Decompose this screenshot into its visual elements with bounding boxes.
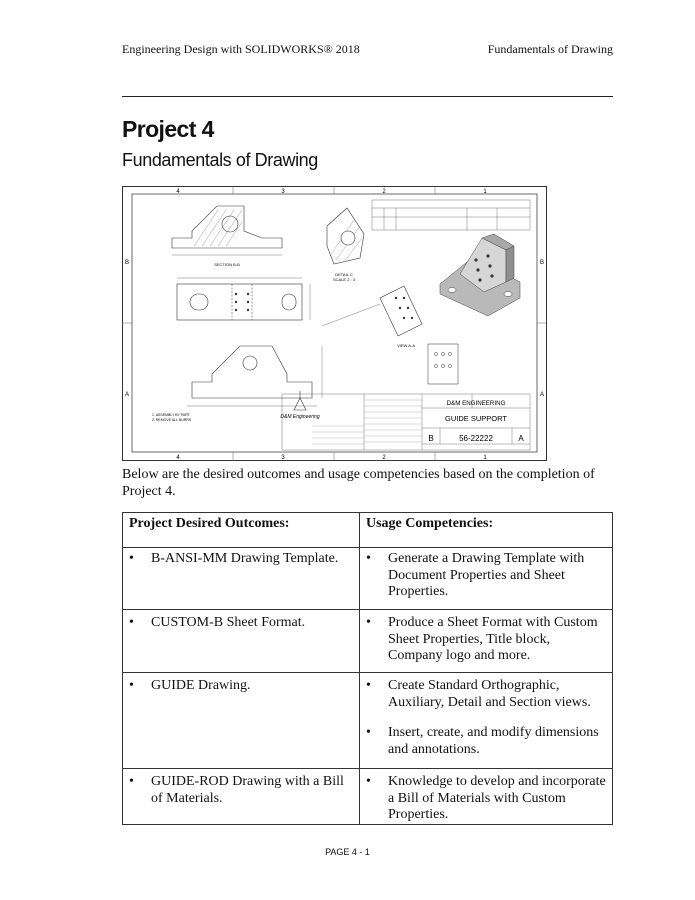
competency-item: • Produce a Sheet Format with Custom Sheet Properties, Title block, Company logo and more. — [360, 615, 612, 665]
outcome-item: • GUIDE Drawing. — [123, 678, 359, 695]
zone-col-label: 3 — [281, 455, 285, 461]
header-chapter-title: Fundamentals of Drawing — [487, 42, 613, 56]
competency-item: • Generate a Drawing Template with Document Properties and Sheet Properties. — [360, 551, 612, 601]
title-block-dwg-no: 56-22222 — [459, 434, 493, 443]
title-block-drawing-title: GUIDE SUPPORT — [445, 414, 507, 423]
zone-row-label: B — [540, 260, 545, 266]
zone-col-label: 1 — [483, 189, 487, 195]
table-row — [123, 610, 613, 673]
detail-view-label: DETAIL C — [335, 272, 353, 277]
zone-col-label: 2 — [382, 189, 386, 195]
competency-text: Insert, create, and modify dimensions and annotations. — [388, 725, 599, 757]
drawing-sheet-figure — [122, 186, 547, 461]
outcome-text: CUSTOM-B Sheet Format. — [151, 615, 306, 630]
table-row — [123, 548, 613, 610]
section-view-label: SECTION B-B — [214, 262, 240, 267]
competencies-table — [122, 512, 613, 825]
competency-text: Knowledge to develop and incorporate a Bill of Materials with Custom Properties. — [388, 774, 606, 822]
table-header-row — [123, 513, 613, 548]
competency-text: Produce a Sheet Format with Custom Sheet Properties, Title block, Company logo and more. — [388, 615, 598, 663]
zone-row-label: B — [125, 260, 130, 266]
competency-text: Create Standard Orthographic, Auxiliary, Detail and Section views. — [388, 678, 591, 710]
competency-item: • Insert, create, and modify dimensions and annotations. — [360, 725, 612, 758]
zone-col-label: 2 — [382, 455, 386, 461]
outcome-item: • B-ANSI-MM Drawing Template. — [123, 551, 359, 568]
zone-col-label: 4 — [176, 455, 180, 461]
zone-col-label: 1 — [483, 455, 487, 461]
table-row — [123, 673, 613, 769]
auxiliary-view-label: VIEW A-A — [397, 343, 415, 348]
header-book-title: Engineering Design with SOLIDWORKS® 2018 — [122, 42, 360, 56]
column-header-competencies: Usage Competencies: — [360, 513, 613, 548]
outcome-text: GUIDE-ROD Drawing with a Bill of Materials. — [151, 774, 344, 806]
page-subtitle: Fundamentals of Drawing — [122, 150, 318, 170]
competency-item: • Create Standard Orthographic, Auxiliary, Detail and Section views. — [360, 678, 612, 711]
drawing-note: 1. ASSEMBLY BY PART — [152, 413, 190, 417]
competency-item: • Knowledge to develop and incorporate a Bill of Materials with Custom Properties. — [366, 774, 606, 822]
page-title: Project 4 — [122, 116, 214, 142]
outcome-item: • CUSTOM-B Sheet Format. — [123, 615, 359, 632]
table-row — [123, 769, 613, 825]
end-view — [428, 344, 458, 384]
outcome-text: B-ANSI-MM Drawing Template. — [151, 551, 339, 566]
logo-text: D&M Engineering — [280, 414, 320, 420]
title-block-rev: A — [518, 434, 524, 443]
title-block-company: D&M ENGINEERING — [446, 400, 506, 407]
zone-row-label: A — [540, 392, 545, 398]
page-number: PAGE 4 - 1 — [325, 847, 370, 857]
outcome-item: • GUIDE-ROD Drawing with a Bill of Materials. — [123, 774, 359, 807]
zone-col-label: 4 — [176, 189, 180, 195]
competency-text: Generate a Drawing Template with Document Properties and Sheet Properties. — [388, 551, 585, 599]
detail-view-scale: SCALE 2 : 3 — [332, 277, 356, 282]
title-block-size: B — [428, 434, 434, 443]
zone-col-label: 3 — [281, 189, 285, 195]
outcome-text: GUIDE Drawing. — [151, 678, 251, 693]
zone-row-label: A — [125, 392, 130, 398]
intro-paragraph: Below are the desired outcomes and usage competencies based on the completion of Project 4. — [122, 467, 595, 499]
header-divider — [122, 96, 613, 97]
column-header-outcomes: Project Desired Outcomes: — [123, 513, 360, 548]
drawing-note: 2. REMOVE ALL BURRS — [152, 418, 192, 422]
